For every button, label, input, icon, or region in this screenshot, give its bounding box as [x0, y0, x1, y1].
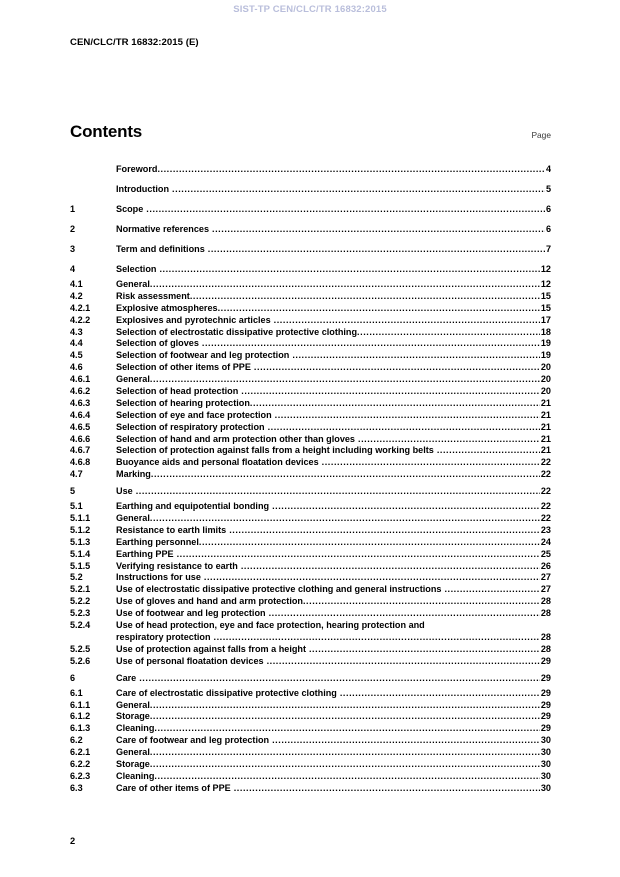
toc-leader-dots: [274, 315, 541, 327]
toc-entry-title: Use: [116, 486, 133, 497]
toc-entry-page: 22: [540, 513, 551, 524]
toc-leader-dots: [250, 398, 540, 410]
toc-entry-title: General: [116, 699, 150, 710]
toc-entry[interactable]: [70, 422, 551, 434]
toc-entry-title: respiratory protection: [116, 631, 211, 642]
toc-entry-title: Explosive atmospheres: [116, 302, 218, 313]
toc-entry-page: 22: [540, 486, 551, 497]
toc-entry-number: 4.6.7: [70, 445, 91, 456]
toc-entry-number: 4.4: [70, 338, 83, 349]
toc-entry[interactable]: [70, 327, 551, 339]
toc-entry[interactable]: [70, 501, 551, 513]
toc-entry-title: Care of footwear and leg protection: [116, 735, 270, 746]
toc-entry-number: 4.1: [70, 279, 83, 289]
toc-entry-title: General: [116, 279, 150, 289]
toc-entry-page: 15: [540, 302, 551, 313]
toc-leader-dots: [139, 668, 540, 688]
toc-leader-dots: [177, 549, 541, 561]
toc-entry-title: Verifying resistance to earth: [116, 560, 238, 571]
toc-entry-title: Selection of hand and arm protection other than gloves: [116, 433, 355, 444]
toc-entry-number: 6.2.1: [70, 747, 91, 758]
toc-entry-title: Selection of other items of PPE: [116, 362, 251, 373]
toc-entry-title: Cleaning: [116, 770, 155, 781]
toc-entry[interactable]: [70, 481, 551, 501]
toc-entry[interactable]: [70, 457, 551, 469]
toc-entry-number: 4.6.1: [70, 374, 91, 385]
toc-entry[interactable]: [70, 291, 551, 303]
toc-entry-title: Instructions for use: [116, 572, 201, 583]
toc-entry-page: 21: [540, 421, 551, 432]
toc-entry[interactable]: [70, 350, 551, 362]
toc-entry-page: 21: [540, 409, 551, 420]
toc-entry-page: 28: [540, 596, 551, 607]
toc-entry-page: 28: [540, 631, 551, 642]
toc-entry-page: 19: [540, 338, 551, 349]
toc-entry-number: 3: [70, 244, 76, 254]
page-title: Contents: [70, 122, 143, 141]
toc-entry-number: 6: [70, 672, 76, 683]
toc-entry-number: 4.3: [70, 326, 83, 337]
toc-entry-title: General: [116, 747, 150, 758]
toc-entry-page: 5: [545, 184, 551, 194]
toc-leader-dots: [150, 374, 541, 386]
toc-entry[interactable]: [70, 644, 551, 656]
toc-leader-dots: [269, 608, 541, 620]
toc-entry-title: Selection of hearing protection: [116, 397, 250, 408]
toc-entry-title: Use of personal floatation devices: [116, 655, 264, 666]
toc-entry-number: 6.1.3: [70, 723, 91, 734]
toc-entry[interactable]: [70, 608, 551, 620]
toc-entry[interactable]: [70, 656, 551, 668]
toc-entry-page: 12: [540, 279, 551, 289]
toc-entry[interactable]: [70, 759, 551, 771]
footer-page-number: 2: [70, 836, 76, 846]
toc-entry[interactable]: [70, 711, 551, 723]
toc-leader-dots: [190, 291, 541, 303]
toc-entry-number: 5.2.1: [70, 584, 91, 595]
toc-entry-title: Selection of electrostatic dissipative protective clothing: [116, 326, 358, 337]
toc-entry-title: Resistance to earth limits: [116, 524, 227, 535]
toc-leader-dots: [136, 481, 541, 501]
toc-entry[interactable]: [70, 632, 551, 644]
toc-leader-dots: [254, 362, 540, 374]
toc-leader-dots: [229, 525, 540, 537]
toc-entry[interactable]: [70, 362, 551, 374]
toc-entry[interactable]: [70, 700, 551, 712]
toc-entry-number: 4.6.8: [70, 457, 91, 468]
toc-entry-page: 30: [540, 770, 551, 781]
toc-leader-dots: [241, 386, 540, 398]
toc-entry[interactable]: [70, 513, 551, 525]
toc-entry-number: 4.2.2: [70, 314, 91, 325]
toc-leader-dots: [234, 783, 541, 795]
toc-entry-page: 18: [540, 326, 551, 337]
toc-entry-page: 23: [540, 524, 551, 535]
toc-entry[interactable]: [70, 584, 551, 596]
toc-entry[interactable]: [70, 723, 551, 735]
document-reference: CEN/CLC/TR 16832:2015 (E): [70, 37, 199, 48]
toc-entry-page: 22: [540, 457, 551, 468]
toc-entry-page: 22: [540, 501, 551, 512]
toc-entry-title: Earthing personnel: [116, 536, 199, 547]
toc-entry-number: 5.1.5: [70, 560, 91, 571]
toc-entry-number: 5.1.2: [70, 524, 91, 535]
toc-leader-dots: [218, 303, 541, 315]
toc-entry-title: Use of electrostatic dissipative protective clothing and general instructions: [116, 584, 442, 595]
toc-entry-page: 30: [540, 758, 551, 769]
toc-entry-title: Storage: [116, 758, 150, 769]
toc-entry-title: Selection of gloves: [116, 338, 199, 349]
toc-entry-page: 27: [540, 572, 551, 583]
toc-entry-page: 19: [540, 350, 551, 361]
toc-entry-number: 4.5: [70, 350, 83, 361]
toc-leader-dots: [444, 584, 540, 596]
toc-entry-page: 30: [540, 747, 551, 758]
toc-leader-dots: [150, 759, 541, 771]
toc-entry[interactable]: [70, 315, 551, 327]
toc-entry-number: 4.6.5: [70, 421, 91, 432]
toc-entry-title: Storage: [116, 711, 150, 722]
toc-entry-title: Scope: [116, 204, 144, 214]
toc-entry-title: Care: [116, 672, 137, 683]
toc-entry-page: 21: [540, 445, 551, 456]
toc-entry-number: 4.2.1: [70, 302, 91, 313]
toc-entry[interactable]: [70, 410, 551, 422]
toc-entry-page: 30: [540, 782, 551, 793]
toc-entry-page: 29: [540, 672, 551, 683]
toc-entry[interactable]: [70, 735, 551, 747]
toc-entry[interactable]: [70, 469, 551, 481]
toc-entry-page: 29: [540, 655, 551, 666]
toc-leader-dots: [292, 350, 540, 362]
toc-leader-dots: [154, 771, 540, 783]
toc-entry-page: 29: [540, 687, 551, 698]
toc-leader-dots: [275, 410, 541, 422]
toc-entry-title: Risk assessment: [116, 290, 190, 301]
toc-leader-dots: [150, 513, 541, 525]
toc-entry[interactable]: [70, 783, 551, 795]
toc-entry-number: 2: [70, 224, 76, 234]
toc-leader-dots: [214, 632, 541, 644]
toc-leader-dots: [202, 338, 541, 350]
watermark-header: SIST-TP CEN/CLC/TR 16832:2015: [233, 4, 387, 15]
toc-entry-page: 29: [540, 723, 551, 734]
toc-entry-number: 1: [70, 204, 76, 214]
toc-entry-title: Use of gloves and hand and arm protection: [116, 596, 303, 607]
toc-entry-number: 4: [70, 264, 76, 274]
toc-entry-page: 21: [540, 397, 551, 408]
toc-entry-number: 5.1.3: [70, 536, 91, 547]
toc-entry[interactable]: [70, 219, 551, 239]
toc-entry-title: Normative references: [116, 224, 210, 234]
toc-entry-page: 28: [540, 643, 551, 654]
toc-entry-page: 20: [540, 386, 551, 397]
toc-entry-number: 4.7: [70, 469, 83, 480]
toc-entry-page: 21: [540, 433, 551, 444]
toc-entry-number: 5.2: [70, 572, 83, 583]
toc-entry-number: 6.2.3: [70, 770, 91, 781]
toc-entry[interactable]: [70, 259, 551, 279]
toc-entry-number: 4.6.2: [70, 386, 91, 397]
toc-leader-dots: [146, 199, 545, 219]
toc-entry[interactable]: [70, 771, 551, 783]
toc-leader-dots: [357, 327, 540, 339]
toc-entry[interactable]: [70, 620, 551, 632]
toc-leader-dots: [159, 259, 540, 279]
toc-entry-title: Selection of eye and face protection: [116, 409, 272, 420]
toc-leader-dots: [154, 723, 540, 735]
toc-entry[interactable]: [70, 668, 551, 688]
toc-entry-title: Marking: [116, 469, 151, 480]
toc-entry-title: Care of electrostatic dissipative protective clothing: [116, 687, 337, 698]
toc-leader-dots: [212, 219, 545, 239]
toc-entry-number: 5.2.3: [70, 608, 91, 619]
page-column-label: Page: [531, 130, 551, 140]
toc-entry-page: 20: [540, 362, 551, 373]
toc-entry-title: Introduction: [116, 184, 170, 194]
toc-entry-title: Explosives and pyrotechnic articles: [116, 314, 271, 325]
toc-entry-number: 5.1.4: [70, 548, 91, 559]
toc-entry-number: 6.2: [70, 735, 83, 746]
toc-entry-title: Selection of protection against falls from a height including working belts: [116, 445, 434, 456]
toc-leader-dots: [272, 735, 540, 747]
toc-entry-title: Use of protection against falls from a height: [116, 643, 306, 654]
toc-entry[interactable]: [70, 549, 551, 561]
toc-entry[interactable]: [70, 199, 551, 219]
toc-entry-number: 4.6: [70, 362, 83, 373]
toc-entry-title: General: [116, 374, 150, 385]
toc-entry-number: 4.6.4: [70, 409, 91, 420]
toc-entry-title: Earthing and equipotential bonding: [116, 501, 270, 512]
toc-entry-page: 28: [540, 608, 551, 619]
toc-leader-dots: [309, 644, 540, 656]
toc-entry-number: 4.6.6: [70, 433, 91, 444]
toc-entry[interactable]: [70, 398, 551, 410]
toc-entry-number: 5: [70, 486, 76, 497]
toc-entry-title: Use of head protection, eye and face protection, hearing protection and: [116, 620, 425, 631]
toc-entry[interactable]: [70, 596, 551, 608]
toc-entry-page: 25: [540, 548, 551, 559]
toc-entry-page: 6: [545, 224, 551, 234]
toc-entry-number: 4.2: [70, 290, 83, 301]
toc-leader-dots: [241, 561, 541, 573]
toc-leader-dots: [157, 159, 545, 179]
toc-entry-number: 5.1: [70, 501, 83, 512]
toc-entry-page: 29: [540, 711, 551, 722]
toc-leader-dots: [151, 469, 541, 481]
toc-entry-title: Care of other items of PPE: [116, 782, 231, 793]
toc-entry-page: 27: [540, 584, 551, 595]
toc-leader-dots: [268, 422, 541, 434]
toc-leader-dots: [204, 572, 540, 584]
toc-entry-title: Selection of head protection: [116, 386, 239, 397]
toc-entry-page: 22: [540, 469, 551, 480]
toc-entry-page: 12: [540, 264, 551, 274]
toc-entry-number: 4.6.3: [70, 397, 91, 408]
toc-entry[interactable]: [70, 386, 551, 398]
toc-leader-dots: [150, 700, 541, 712]
toc-entry-page: 7: [545, 244, 551, 254]
toc-entry-title: Selection of footwear and leg protection: [116, 350, 290, 361]
toc-leader-dots: [303, 596, 540, 608]
toc-entry-title: Use of footwear and leg protection: [116, 608, 266, 619]
table-of-contents: [70, 159, 551, 795]
toc-entry[interactable]: [70, 537, 551, 549]
toc-entry-number: 5.1.1: [70, 513, 91, 524]
toc-entry-number: 6.1.1: [70, 699, 91, 710]
toc-entry[interactable]: [70, 445, 551, 457]
toc-entry[interactable]: [70, 374, 551, 386]
toc-leader-dots: [358, 434, 540, 446]
toc-entry-title: Cleaning: [116, 723, 155, 734]
toc-entry-title: Term and definitions: [116, 244, 205, 254]
toc-entry-page: 24: [540, 536, 551, 547]
toc-leader-dots: [199, 537, 541, 549]
toc-leader-dots: [437, 445, 541, 457]
toc-leader-dots: [322, 457, 541, 469]
toc-leader-dots: [150, 747, 541, 759]
toc-entry[interactable]: [70, 525, 551, 537]
toc-leader-dots: [172, 179, 545, 199]
toc-entry-page: 29: [540, 699, 551, 710]
toc-entry[interactable]: [70, 572, 551, 584]
toc-entry-number: 6.1.2: [70, 711, 91, 722]
toc-entry-title: Foreword: [116, 164, 158, 174]
toc-entry-number: 6.2.2: [70, 758, 91, 769]
toc-entry-page: 4: [545, 164, 551, 174]
toc-entry-number: 5.2.5: [70, 643, 91, 654]
toc-entry[interactable]: [70, 179, 551, 199]
toc-leader-dots: [208, 239, 546, 259]
toc-entry[interactable]: [70, 279, 551, 291]
toc-entry-page: 6: [545, 204, 551, 214]
toc-entry-number: 6.3: [70, 782, 83, 793]
toc-entry-number: 6.1: [70, 687, 83, 698]
toc-entry-page: 17: [540, 314, 551, 325]
toc-leader-dots: [150, 711, 541, 723]
toc-entry-title: Selection of respiratory protection: [116, 421, 265, 432]
contents-header: [70, 122, 551, 144]
toc-entry[interactable]: [70, 159, 551, 179]
toc-leader-dots: [340, 688, 541, 700]
toc-entry-title: Earthing PPE: [116, 548, 174, 559]
toc-leader-dots: [267, 656, 541, 668]
toc-entry-number: 5.2.2: [70, 596, 91, 607]
toc-entry-title: Buoyance aids and personal floatation devices: [116, 457, 319, 468]
toc-entry[interactable]: [70, 303, 551, 315]
toc-entry-page: 30: [540, 735, 551, 746]
toc-entry-page: 15: [540, 290, 551, 301]
toc-entry-page: 20: [540, 374, 551, 385]
toc-entry[interactable]: [70, 239, 551, 259]
toc-entry-number: 5.2.4: [70, 620, 91, 631]
toc-entry-page: 26: [540, 560, 551, 571]
toc-entry-title: General: [116, 513, 150, 524]
toc-entry[interactable]: [70, 688, 551, 700]
toc-entry[interactable]: [70, 561, 551, 573]
toc-leader-dots: [272, 501, 540, 513]
toc-leader-dots: [150, 279, 541, 291]
toc-entry[interactable]: [70, 338, 551, 350]
toc-entry[interactable]: [70, 747, 551, 759]
toc-entry-number: 5.2.6: [70, 655, 91, 666]
toc-entry-title: Selection: [116, 264, 157, 274]
toc-entry[interactable]: [70, 434, 551, 446]
